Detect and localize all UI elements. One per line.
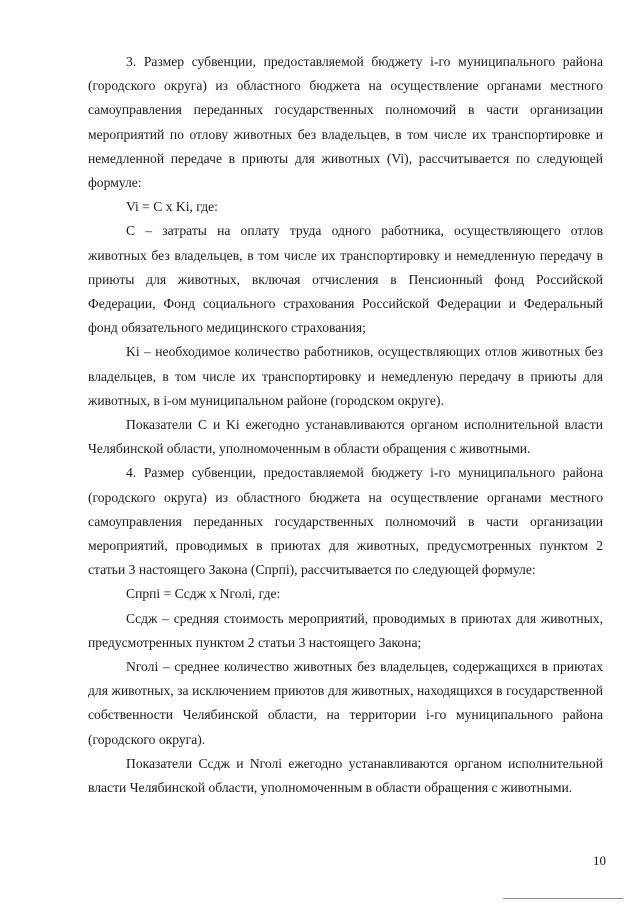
formula-vi: Vi = C x Ki, где: <box>126 199 218 215</box>
definition-c: C – затраты на оплату труда одного работника, осуществляющего отлов животных без владельцев, в том числе их транспортировку и немедленную передачу в приюты для животных, включая отчисления в Пенсионный фонд Российской Федерации, Фонд социального страхования Российской Федерации и Федеральный фонд обязательного медицинского страхования; <box>88 223 603 336</box>
paragraph-4-subvention-size: 4. Размер субвенции, предоставляемой бюджету i-го муниципального района (городского округа) из областного бюджета на осуществление органами местного самоуправления переданных государственных полномочий в части организации мероприятий, проводимых в приютах для животных, предусмотренных пунктом 2 статьи 3 настоящего Закона (Cпрпi), рассчитывается по следующей формуле: <box>88 465 603 578</box>
scan-line <box>503 898 623 899</box>
page-number: 10 <box>593 853 606 868</box>
document-body <box>88 50 603 800</box>
paragraph-3-subvention-size: 3. Размер субвенции, предоставляемой бюджету i-го муниципального района (городского округа) из областного бюджета на осуществление органами местного самоуправления переданных государственных полномочий в части организации мероприятий по отлову животных без владельцев, в том числе их транспортировке и немедленной передаче в приюты для животных (Vi), рассчитывается по следующей формуле: <box>88 54 603 191</box>
indicators-c-ki-note: Показатели C и Ki ежегодно устанавливаются органом исполнительной власти Челябинской области, уполномоченным в области обращения с животными. <box>88 417 603 457</box>
definition-csdzh: Cсдж – средняя стоимость мероприятий, проводимых в приютах для животных, предусмотренных пунктом 2 статьи 3 настоящего Закона; <box>88 610 603 650</box>
definition-ngoli: Nголi – среднее количество животных без владельцев, содержащихся в приютах для животных, за исключением приютов для животных, находящихся в государственной собственности Челябинской области, на территории i-го муниципального района (городского округа). <box>88 659 603 747</box>
formula-cprp: Cпрпi = Cсдж x Nголi, где: <box>126 586 281 602</box>
indicators-csdzh-ngoli-note: Показатели Cсдж и Nголi ежегодно устанавливаются органом исполнительной власти Челябинской области, уполномоченным в области обращения с животными. <box>88 755 603 796</box>
definition-ki: Ki – необходимое количество работников, осуществляющих отлов животных без владельцев, в том числе их транспортировку и немедленую передачу в приюты для животных, в i-ом муниципальном районе (городском округе). <box>88 344 603 408</box>
